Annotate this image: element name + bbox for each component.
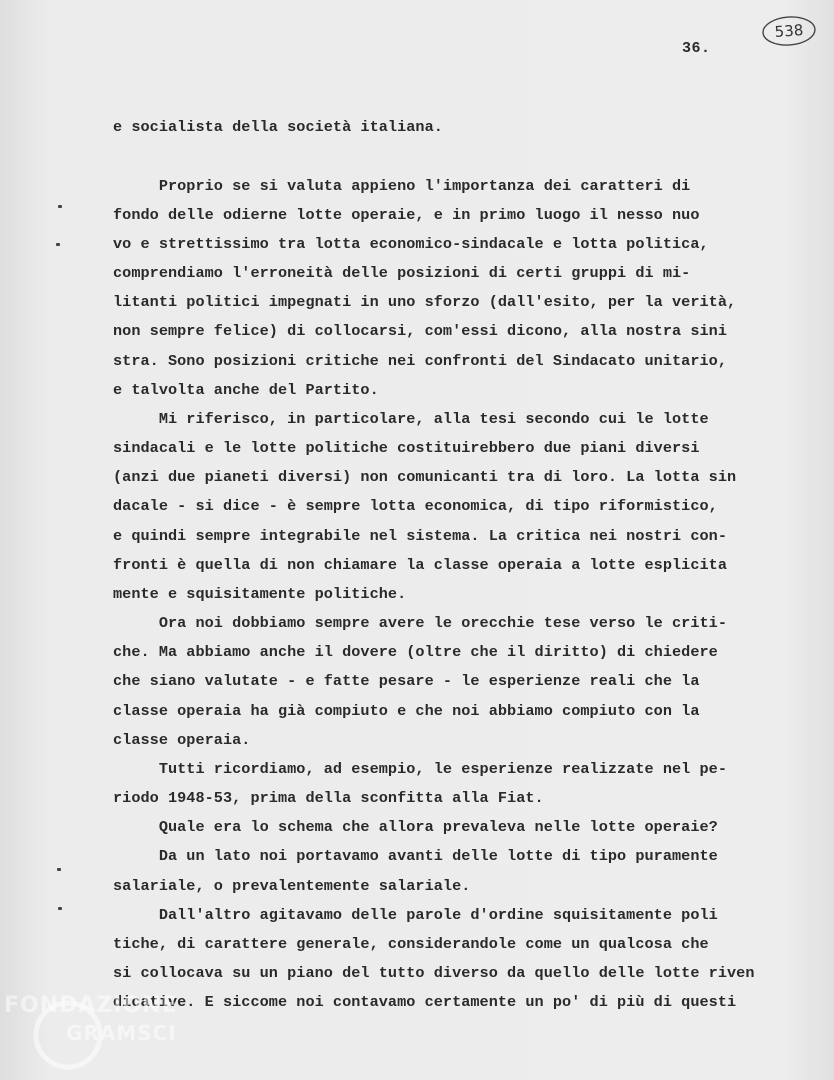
archive-stamp-number: 538 xyxy=(774,21,804,41)
text-line: mente e squisitamente politiche. xyxy=(113,585,407,603)
text-line: Ora noi dobbiamo sempre avere le orecchie tese verso le criti- xyxy=(113,614,727,632)
watermark-line-1: FONDAZIONE xyxy=(4,993,178,1018)
text-line: si collocava su un piano del tutto diverso da quello delle lotte riven xyxy=(113,964,755,982)
text-line: salariale, o prevalentemente salariale. xyxy=(113,877,471,895)
text-line: Quale era lo schema che allora prevaleva nelle lotte operaie? xyxy=(113,818,718,836)
text-line: vo e strettissimo tra lotta economico-sindacale e lotta politica, xyxy=(113,235,709,253)
watermark-line-2: GRAMSCI xyxy=(66,1021,177,1045)
margin-mark xyxy=(58,205,62,208)
text-line: e socialista della società italiana. xyxy=(113,118,443,136)
text-line: (anzi due pianeti diversi) non comunicanti tra di loro. La lotta sin xyxy=(113,468,737,486)
text-line: che siano valutate - e fatte pesare - le esperienze reali che la xyxy=(113,672,700,690)
archive-watermark xyxy=(0,985,220,1080)
text-line: dicative. E siccome noi contavamo certamente un po' di più di questi xyxy=(113,993,737,1011)
text-line: Proprio se si valuta appieno l'importanza dei caratteri di xyxy=(113,177,691,195)
text-line: Tutti ricordiamo, ad esempio, le esperienze realizzate nel pe- xyxy=(113,760,727,778)
text-line: riodo 1948-53, prima della sconfitta alla Fiat. xyxy=(113,789,544,807)
text-line: fronti è quella di non chiamare la classe operaia a lotte esplicita xyxy=(113,556,727,574)
text-line: e talvolta anche del Partito. xyxy=(113,381,379,399)
text-line: stra. Sono posizioni critiche nei confronti del Sindacato unitario, xyxy=(113,352,727,370)
margin-mark xyxy=(56,243,60,246)
text-line: tiche, di carattere generale, considerandole come un qualcosa che xyxy=(113,935,709,953)
text-line: Da un lato noi portavamo avanti delle lotte di tipo puramente xyxy=(113,847,718,865)
text-line: comprendiamo l'erroneità delle posizioni di certi gruppi di mi- xyxy=(113,264,691,282)
text-line: e quindi sempre integrabile nel sistema. La critica nei nostri con- xyxy=(113,527,727,545)
margin-mark xyxy=(58,907,62,910)
page-number: 36. xyxy=(682,40,711,57)
text-line: sindacali e le lotte politiche costituirebbero due piani diversi xyxy=(113,439,700,457)
archive-stamp xyxy=(760,14,818,48)
text-line: classe operaia ha già compiuto e che noi abbiamo compiuto con la xyxy=(113,702,700,720)
text-line: Mi riferisco, in particolare, alla tesi secondo cui le lotte xyxy=(113,410,709,428)
text-line: classe operaia. xyxy=(113,731,251,749)
text-line: Dall'altro agitavamo delle parole d'ordine squisitamente poli xyxy=(113,906,718,924)
text-line: dacale - si dice - è sempre lotta economica, di tipo riformistico, xyxy=(113,497,718,515)
margin-mark xyxy=(57,868,61,871)
text-line: fondo delle odierne lotte operaie, e in primo luogo il nesso nuo xyxy=(113,206,700,224)
text-line: che. Ma abbiamo anche il dovere (oltre che il diritto) di chiedere xyxy=(113,643,718,661)
text-line: non sempre felice) di collocarsi, com'essi dicono, alla nostra sini xyxy=(113,322,727,340)
text-line: litanti politici impegnati in uno sforzo (dall'esito, per la verità, xyxy=(113,293,737,311)
